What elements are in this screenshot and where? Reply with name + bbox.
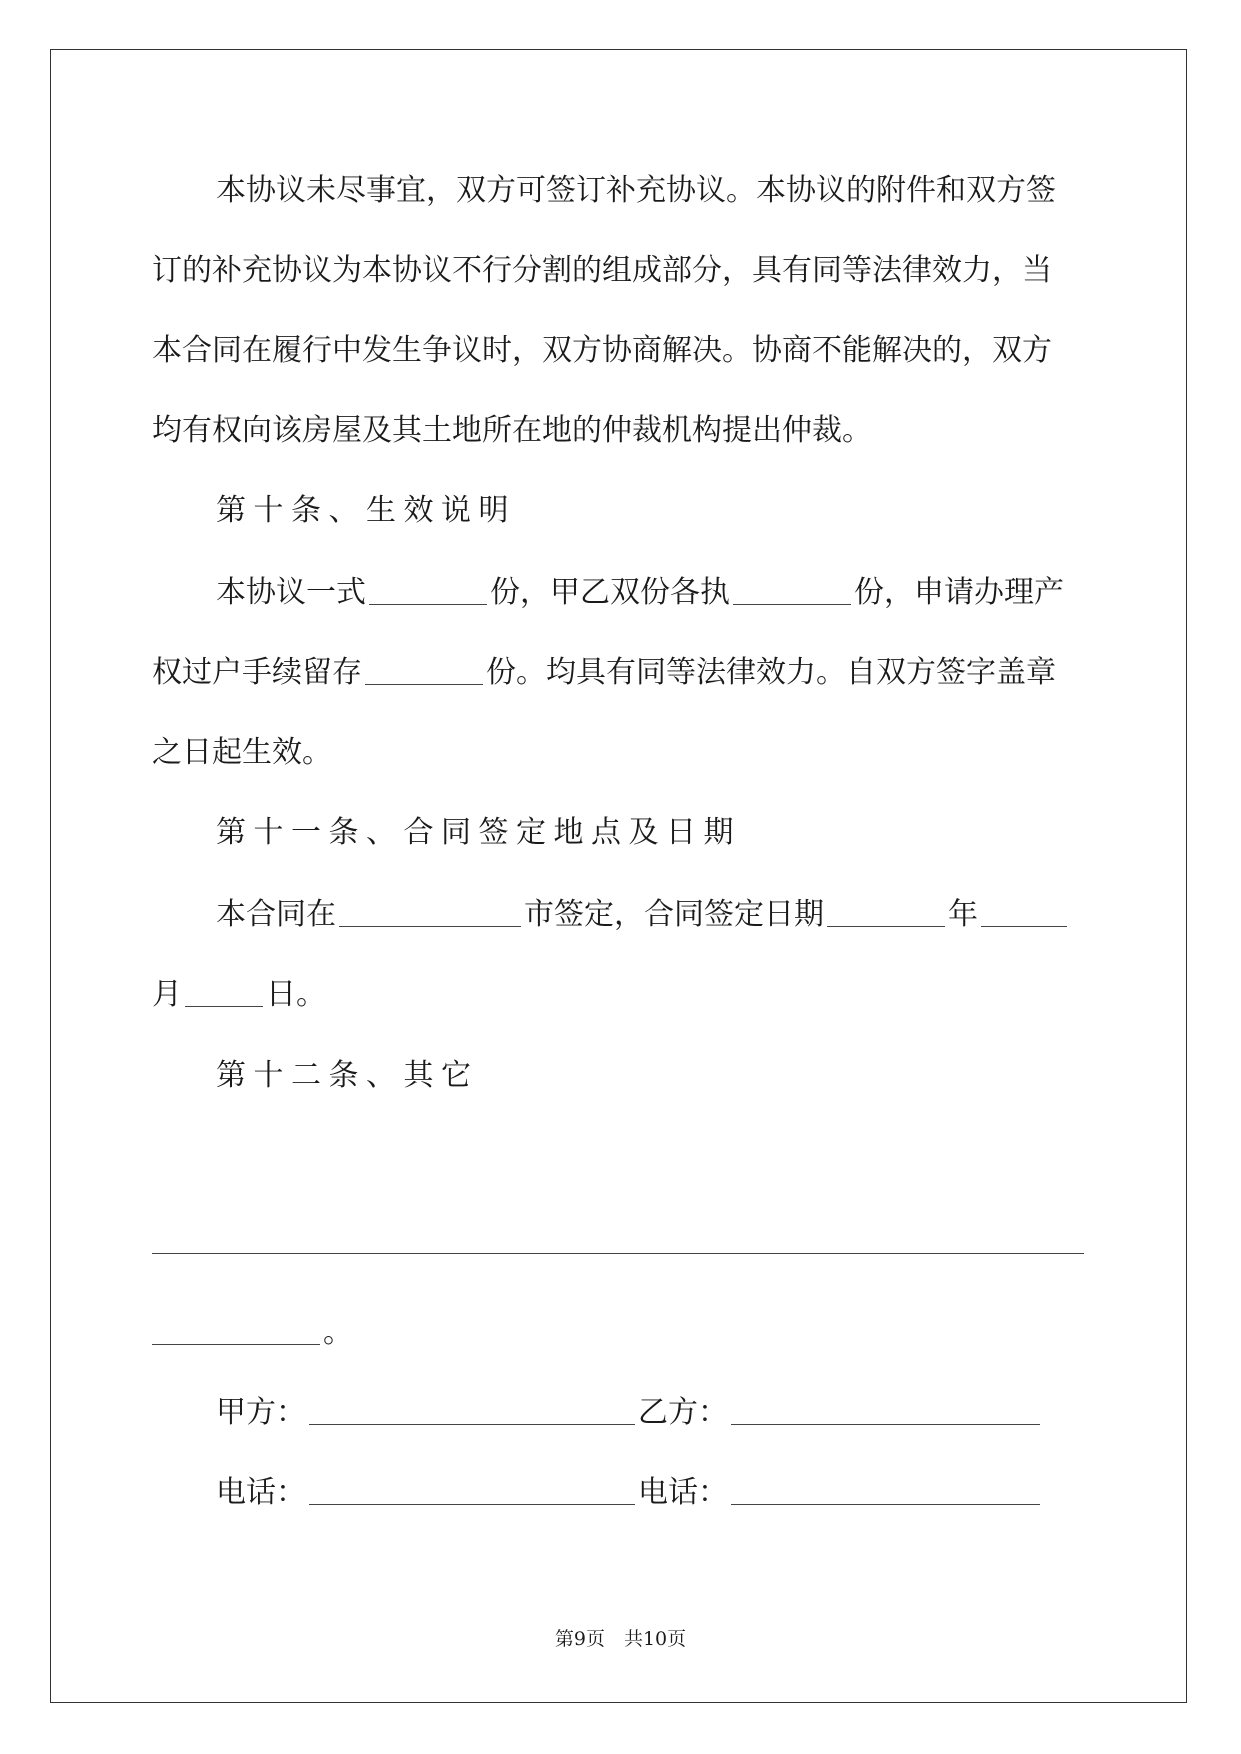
article-12-heading: 第十二条、其它 [216,1058,479,1093]
copies-each-field[interactable] [733,573,851,605]
article-11-line-2 [152,975,326,1015]
page-border [50,49,1187,1703]
party-a-field[interactable] [309,1393,635,1425]
phone-row [216,1473,1043,1513]
text-segment: 市签定，合同签定日期 [524,897,824,932]
party-a-row [216,1393,1043,1433]
text-segment: 份，申请办理产 [854,575,1064,610]
page-number: 第9页 共10页 [554,1628,687,1650]
phone-a-label: 电话： [216,1475,306,1510]
text-segment: 本合同在 [216,897,336,932]
text-segment: 日。 [266,977,326,1012]
copies-retained-field[interactable] [365,653,483,685]
phone-b-label: 电话： [638,1475,728,1510]
article-10-line-1 [216,573,1064,613]
month-field[interactable] [981,895,1067,927]
party-a-label: 甲方： [216,1395,306,1430]
phone-a-field[interactable] [309,1473,635,1505]
paragraph-line: 本协议未尽事宜，双方可签订补充协议。本协议的附件和双方签 [216,173,1056,208]
paragraph-line: 订的补充协议为本协议不行分割的组成部分，具有同等法律效力，当 [152,253,1052,288]
day-field[interactable] [185,975,263,1007]
article-10-heading: 第十条、生效说明 [216,493,516,528]
other-terms-line-2 [152,1313,353,1353]
text-segment: 月 [152,977,182,1012]
text-segment: 份。均具有同等法律效力。自双方签字盖章 [486,655,1056,690]
paragraph-line: 本合同在履行中发生争议时，双方协商解决。协商不能解决的，双方 [152,333,1052,368]
article-10-line-3: 之日起生效。 [152,735,332,770]
article-11-line-1 [216,895,1070,935]
other-terms-field[interactable] [152,1253,1084,1254]
phone-b-field[interactable] [731,1473,1040,1505]
party-b-field[interactable] [731,1393,1040,1425]
copies-total-field[interactable] [369,573,487,605]
other-terms-field-2[interactable] [152,1313,320,1345]
text-segment: 年 [948,897,978,932]
text-segment: 权过户手续留存 [152,655,362,690]
article-11-heading: 第十一条、合同签定地点及日期 [216,815,741,850]
paragraph-line: 均有权向该房屋及其土地所在地的仲裁机构提出仲裁。 [152,413,872,448]
end-mark: 。 [323,1315,353,1350]
party-b-label: 乙方： [638,1395,728,1430]
article-10-line-2 [152,653,1056,693]
city-field[interactable] [339,895,521,927]
year-field[interactable] [827,895,945,927]
text-segment: 本协议一式 [216,575,366,610]
text-segment: 份，甲乙双份各执 [490,575,730,610]
